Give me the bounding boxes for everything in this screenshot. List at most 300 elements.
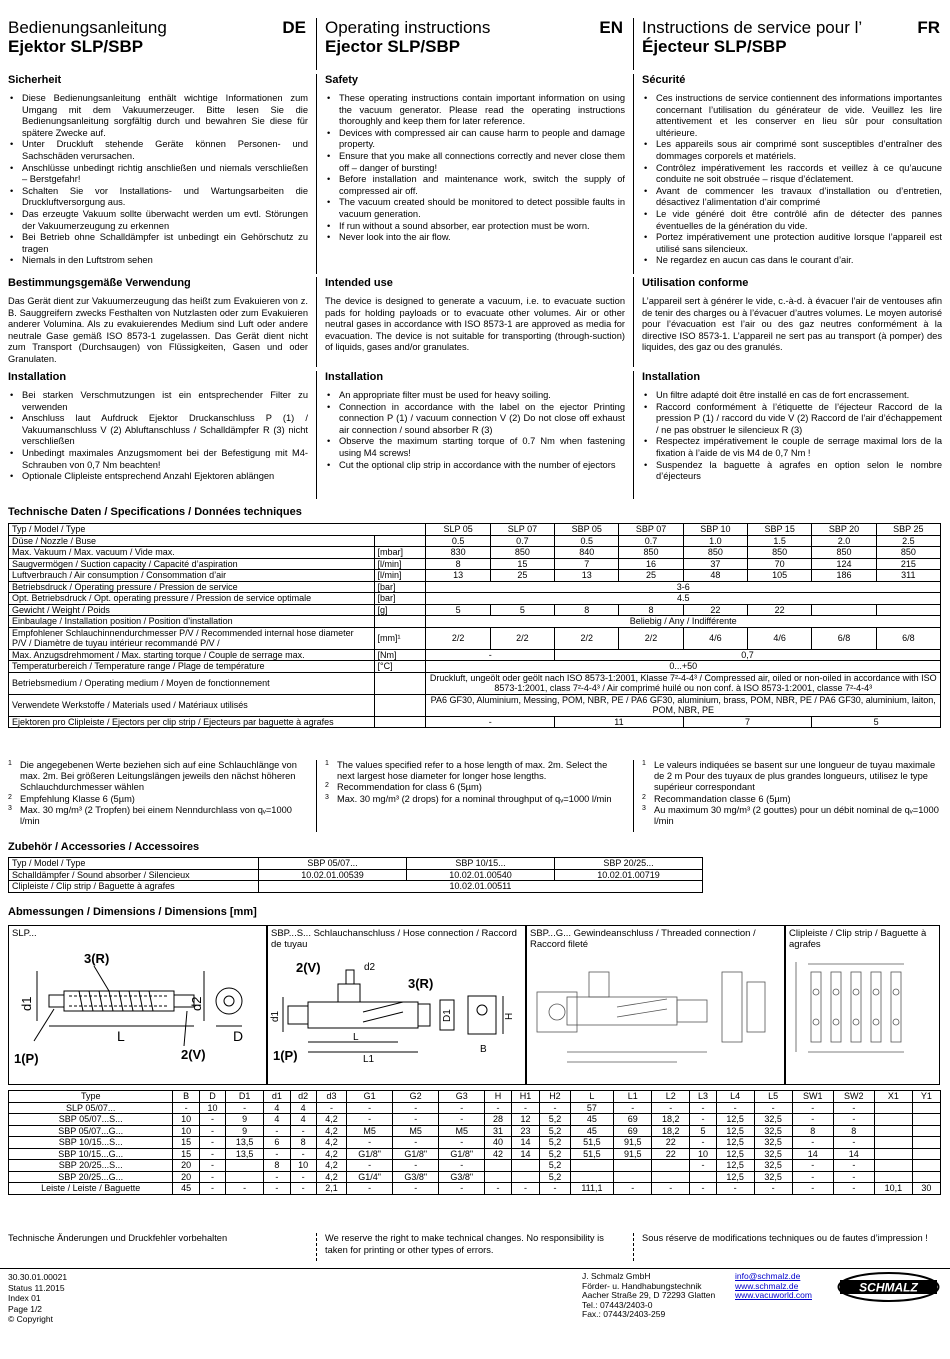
installation-heading-de: Installation: [8, 371, 67, 383]
diagram-sbp-s-label: SBP...S... Schlauchanschluss / Hose connection / Raccord de tuyau: [271, 928, 517, 950]
table-cell: [912, 1102, 940, 1114]
footnote-number: 3: [8, 804, 12, 812]
table-cell: 12,5: [716, 1171, 754, 1183]
row-label: Empfohlener Schlauchinnendurchmesser P/V / Recommended internal hose diameter P/V / Diamètre de tuyau intérieur recommandé P/V /: [9, 627, 375, 649]
list-item: • Never look into the air flow.: [325, 232, 625, 244]
footnotes-section: [0, 760, 950, 832]
table-cell: 4,2: [316, 1114, 346, 1126]
table-cell: [912, 1160, 940, 1172]
header-cell: SLP 07: [490, 524, 554, 536]
table-cell: -: [199, 1160, 225, 1172]
table-cell: 18,2: [652, 1114, 690, 1126]
list-item: • Optionale Clipleiste entsprechend Anzahl Ejektoren ablängen: [8, 471, 308, 483]
table-cell: -: [199, 1171, 225, 1183]
footnote-text: Max. 30 mg/m³ (2 drops) for a nominal throughput of qᵥ=1000 l/min: [337, 793, 612, 804]
list-item: • If run without a sound absorber, ear protection must be worn.: [325, 221, 625, 233]
list-item: • Suspendez la baguette à agrafes en option selon le nombre d’éjecteurs: [642, 460, 942, 483]
installation-heading-fr: Installation: [642, 371, 701, 383]
table-row: [9, 694, 941, 716]
list-item: • Observe the maximum starting torque of 0.7 Nm when fastening using M4 screws!: [325, 436, 625, 459]
table-cell: 2,1: [316, 1183, 346, 1195]
table-cell: -: [226, 1102, 264, 1114]
table-cell: M5: [347, 1125, 393, 1137]
table-cell: 5,2: [540, 1125, 570, 1137]
table-cell: [874, 1160, 912, 1172]
table-cell: 850: [876, 547, 940, 559]
table-cell: 22: [652, 1137, 690, 1149]
intended-text-de: Das Gerät dient zur Vakuumerzeugung das heißt zum Evakuieren von z. B. Sauggreifern zwecks Festhalten von Nutzlasten oder zum Evakuieren anderer Volumina. Als zu evakuierendes Medium sind Luft oder andere neutrale Gase gemäß ISO 8573-1 zugelassen. Das Gerät dient nicht zum Transport (Durchsaugen) von Flüssigkeiten, Gasen und oder Granulaten.: [8, 296, 308, 364]
doc-copyright: © Copyright: [8, 1314, 54, 1324]
table-cell: 13: [555, 570, 619, 582]
table-row: [9, 570, 941, 582]
table-cell: 4,2: [316, 1171, 346, 1183]
footnote-text: Recommandation classe 6 (5µm): [654, 793, 791, 804]
table-cell: 51,5: [570, 1137, 614, 1149]
footnote-number: 2: [8, 793, 12, 801]
row-unit: [l/min]: [374, 570, 426, 582]
table-cell: 830: [426, 547, 490, 559]
table-cell: [652, 1160, 690, 1172]
header-de: [0, 18, 316, 70]
label-l: L: [117, 1028, 125, 1044]
list-item: • These operating instructions contain important information on using the vacuum generator. Please read the operating instructions thoroughly and keep them for later reference.: [325, 93, 625, 128]
table-cell: [690, 1171, 716, 1183]
header-cell: SBP 15: [748, 524, 812, 536]
footnote: [642, 760, 942, 794]
header-cell: SW2: [833, 1091, 874, 1103]
diagram-slp: [8, 925, 267, 1085]
table-cell: 2/2: [426, 627, 490, 649]
table-cell: -: [716, 1102, 754, 1114]
row-label: Gewicht / Weight / Poids: [9, 604, 375, 616]
footnote: [8, 794, 308, 805]
safety-fr: [633, 74, 950, 274]
installation-fr: [633, 371, 950, 499]
table-row: [9, 716, 941, 728]
row-unit: [l/min]: [374, 558, 426, 570]
table-cell: 1.0: [683, 535, 747, 547]
table-cell: -: [347, 1183, 393, 1195]
table-row: [9, 1148, 941, 1160]
label-H-s: H: [504, 1012, 515, 1020]
specs-heading: Technische Daten / Specifications / Données techniques: [8, 506, 302, 518]
table-cell: -: [393, 1114, 439, 1126]
list-item: • Diese Bedienungsanleitung enthält wichtige Informationen zum Umgang mit dem Vakuumerzeuger. Bitte lesen Sie die Bedienungsanleitung sorgfältig durch und bewahren Sie diese für spätere Zwecke auf.: [8, 93, 308, 139]
table-cell: 12,5: [716, 1160, 754, 1172]
table-cell: -: [199, 1148, 225, 1160]
table-cell: [614, 1171, 652, 1183]
table-cell: [912, 1125, 940, 1137]
header-cell: SLP 05: [426, 524, 490, 536]
list-item: • Connection in accordance with the label on the ejector Printing connection P (1) / vacuum connection V (2) Do not close off exhaust air connection / sound absorber R (3): [325, 402, 625, 437]
table-cell: -: [393, 1102, 439, 1114]
company-name: J. Schmalz GmbH: [582, 1271, 651, 1281]
header-cell: H1: [511, 1091, 540, 1103]
header-cell: SBP 20: [812, 524, 876, 536]
footnote: [325, 794, 625, 805]
lang-en: EN: [599, 18, 623, 37]
table-row: [9, 1102, 941, 1114]
footnote: [325, 760, 625, 782]
table-cell: 70: [748, 558, 812, 570]
table-cell: 32,5: [754, 1114, 792, 1126]
list-item: • Contrôlez impérativement les raccords et veillez à ce qu’aucune conduite ne soit obstruée – risque d’éclatement.: [642, 163, 942, 186]
table-cell: -: [833, 1137, 874, 1149]
logo-text: SCHMALZ: [859, 1280, 918, 1295]
table-cell: 8: [792, 1125, 833, 1137]
table-cell: 45: [570, 1114, 614, 1126]
table-cell: 15: [173, 1148, 199, 1160]
row-unit: [374, 535, 426, 547]
table-cell: 7: [555, 558, 619, 570]
table-cell: 37: [683, 558, 747, 570]
table-cell: 2.5: [876, 535, 940, 547]
slp-drawing: [9, 941, 266, 1076]
footnote-text: Empfehlung Klasse 6 (5µm): [20, 793, 135, 804]
table-cell: -: [652, 1183, 690, 1195]
list-item: • An appropriate filter must be used for heavy soiling.: [325, 390, 625, 402]
table-cell: SBP 05/07...S...: [9, 1114, 173, 1126]
table-cell: -: [439, 1137, 485, 1149]
table-cell: 23: [511, 1125, 540, 1137]
table-header-row: [9, 1091, 941, 1103]
header-cell: SBP 07: [619, 524, 683, 536]
disclaimer-fr: Sous réserve de modifications techniques ou de fautes d’impression !: [642, 1233, 928, 1243]
table-cell: PA6 GF30, Aluminium, Messing, POM, NBR, PE / PA6 GF30, aluminium, brass, POM, NBR, PE / PA6 GF30, aluminium, laiton, POM, NBR, PE: [426, 694, 941, 716]
list-item: • The vacuum created should be monitored to detect possible faults in vacuum generation.: [325, 197, 625, 220]
table-row: [9, 616, 941, 628]
table-row: [9, 535, 941, 547]
list-item: • Respectez impérativement le couple de serrage maximal lors de la fixation à l’aide de vis M4 de 0,7 Nm !: [642, 436, 942, 459]
safety-list-de: [8, 93, 308, 267]
row-unit: [374, 672, 426, 694]
table-cell: -: [290, 1183, 316, 1195]
table-cell: 840: [555, 547, 619, 559]
table-cell: 14: [833, 1148, 874, 1160]
table-cell: [614, 1160, 652, 1172]
table-cell: -: [511, 1102, 540, 1114]
table-cell: [511, 1160, 540, 1172]
disclaimer-en: We reserve the right to make technical changes. No responsibility is taken for printing or other types of errors.: [325, 1233, 604, 1255]
table-cell: 32,5: [754, 1160, 792, 1172]
table-cell: G1/8": [439, 1148, 485, 1160]
table-cell: 4,2: [316, 1137, 346, 1149]
row-unit: [bar]: [374, 581, 426, 593]
intended-use-section: [0, 277, 950, 367]
label-L1-s: L1: [363, 1054, 375, 1065]
list-item: • Anschluss laut Aufdruck Ejektor Druckanschluss P (1) / Vakuumanschluss V (2) Abluftanschluss / Schalldämpfer R (3) nicht verschließen: [8, 413, 308, 448]
table-cell: 7: [683, 716, 812, 728]
schmalz-logo: [837, 1272, 940, 1302]
table-cell: 32,5: [754, 1148, 792, 1160]
table-row: [9, 881, 703, 893]
table-cell: -: [199, 1137, 225, 1149]
table-cell: 6/8: [876, 627, 940, 649]
table-cell: 4.5: [426, 593, 941, 605]
row-unit: [374, 616, 426, 628]
table-cell: 22: [748, 604, 812, 616]
table-cell: Beliebig / Any / Indifférente: [426, 616, 941, 628]
table-cell: [876, 604, 940, 616]
title-de: Bedienungsanleitung: [8, 18, 167, 37]
accessories-section: [0, 841, 950, 893]
table-cell: [511, 1171, 540, 1183]
table-cell: G3/8": [393, 1171, 439, 1183]
table-cell: SBP 20/25...G...: [9, 1171, 173, 1183]
footnote: [325, 782, 625, 793]
table-cell: -: [614, 1102, 652, 1114]
table-cell: 4: [290, 1114, 316, 1126]
list-item: • Cut the optional clip strip in accordance with the number of ejectors: [325, 460, 625, 472]
company-division: Förder- u. Handhabungstechnik: [582, 1280, 702, 1291]
row-label: Saugvermögen / Suction capacity / Capacité d’aspiration: [9, 558, 375, 570]
table-cell: 111,1: [570, 1183, 614, 1195]
header-cell: SBP 25: [876, 524, 940, 536]
row-label: Betriebsdruck / Operating pressure / Pression de service: [9, 581, 375, 593]
page-footer: [0, 1268, 950, 1328]
table-cell: [226, 1160, 264, 1172]
list-item: • Le vide généré doit être contrôlé afin de détecter des pannes éventuelles de la génération du vide.: [642, 209, 942, 232]
sbp-g-drawing: [527, 952, 784, 1076]
label-L-s: L: [353, 1032, 359, 1043]
table-cell: 850: [812, 547, 876, 559]
lang-fr: FR: [917, 18, 940, 37]
table-cell: -: [439, 1114, 485, 1126]
table-cell: 215: [876, 558, 940, 570]
table-cell: 22: [652, 1148, 690, 1160]
table-cell: -: [792, 1183, 833, 1195]
intended-heading-de: Bestimmungsgemäße Verwendung: [8, 277, 191, 289]
table-cell: -: [511, 1183, 540, 1195]
header-cell: Y1: [912, 1091, 940, 1103]
table-cell: 12: [511, 1114, 540, 1126]
table-cell: Druckluft, ungeölt oder geölt nach ISO 8573-1:2001, Klasse 7²-4-4³ / Compressed air, oiled or non-oiled in accordance with ISO 8573-1:2001, class 7²-4-4³ / Air comprimé huilé ou non conf. à ISO 8573-1:2001, classe 7²-4-4³: [426, 672, 941, 694]
table-cell: 11: [555, 716, 684, 728]
table-cell: -: [792, 1102, 833, 1114]
table-cell: 16: [619, 558, 683, 570]
table-cell: 10.02.01.00511: [259, 881, 703, 893]
row-label: Verwendete Werkstoffe / Materials used / Matériaux utilisés: [9, 694, 375, 716]
table-cell: 32,5: [754, 1137, 792, 1149]
email-link[interactable]: info@schmalz.de: [735, 1271, 801, 1281]
footnote-text: Le valeurs indiquées se basent sur une longueur de tuyau maximale de 2 m Pour des tuyaux de plus grandes longueurs, utilisez le type supérieur correspondant: [654, 760, 936, 793]
accessories-heading: Zubehör / Accessories / Accessoires: [8, 841, 200, 853]
table-cell: 10: [690, 1148, 716, 1160]
header-cell: G2: [393, 1091, 439, 1103]
subtitle-de: Ejektor SLP/SBP: [8, 37, 144, 56]
table-cell: 13,5: [226, 1148, 264, 1160]
row-unit: [374, 694, 426, 716]
table-cell: -: [199, 1125, 225, 1137]
table-cell: [874, 1148, 912, 1160]
table-cell: 20: [173, 1171, 199, 1183]
label-1p-s: 1(P): [273, 1048, 298, 1063]
footnotes-fr: [633, 760, 950, 832]
table-cell: -: [173, 1102, 199, 1114]
subtitle-en: Ejector SLP/SBP: [325, 37, 461, 56]
table-row: [9, 869, 703, 881]
installation-list-de: [8, 390, 308, 483]
table-cell: 850: [683, 547, 747, 559]
row-unit: [mbar]: [374, 547, 426, 559]
header-cell: B: [173, 1091, 199, 1103]
subtitle-fr: Éjecteur SLP/SBP: [642, 37, 787, 56]
header-cell: H: [485, 1091, 511, 1103]
safety-en: [316, 74, 633, 274]
table-row: [9, 581, 941, 593]
table-cell: 12,5: [716, 1137, 754, 1149]
safety-de: [0, 74, 316, 274]
header-cell: d2: [290, 1091, 316, 1103]
table-cell: -: [199, 1114, 225, 1126]
table-cell: -: [439, 1102, 485, 1114]
safety-list-en: [325, 93, 625, 244]
table-cell: -: [264, 1148, 290, 1160]
table-cell: [485, 1171, 511, 1183]
list-item: • Niemals in den Luftstrom sehen: [8, 255, 308, 267]
intended-fr: [633, 277, 950, 367]
table-cell: -: [540, 1102, 570, 1114]
table-cell: [812, 604, 876, 616]
footnote: [8, 760, 308, 794]
table-cell: -: [690, 1114, 716, 1126]
header-cell: L3: [690, 1091, 716, 1103]
label-3r: 3(R): [84, 951, 110, 966]
table-row: [9, 547, 941, 559]
label-d: D: [233, 1028, 244, 1044]
table-cell: -: [833, 1160, 874, 1172]
dimensions-table: [8, 1090, 941, 1195]
label-d2-s: d2: [364, 962, 376, 973]
footnote: [642, 805, 942, 827]
sbp-s-drawing: [268, 952, 525, 1076]
list-item: • Avant de commencer les travaux d’installation ou d’entretien, désactivez l’alimentation d’air comprimé: [642, 186, 942, 209]
table-cell: 5,2: [540, 1114, 570, 1126]
table-cell: -: [833, 1102, 874, 1114]
table-cell: 0...+50: [426, 661, 941, 673]
header-cell: L1: [614, 1091, 652, 1103]
safety-heading-de: Sicherheit: [8, 74, 62, 86]
table-cell: 31: [485, 1125, 511, 1137]
safety-section: [0, 74, 950, 274]
table-row: [9, 558, 941, 570]
header-cell: SBP 20/25...: [555, 858, 703, 870]
table-cell: 10: [199, 1102, 225, 1114]
table-cell: 15: [173, 1137, 199, 1149]
table-cell: 13: [426, 570, 490, 582]
installation-de: [0, 371, 316, 499]
table-cell: -: [690, 1102, 716, 1114]
table-cell: 2/2: [619, 627, 683, 649]
row-label: Ejektoren pro Clipleiste / Ejectors per clip strip / Ejecteurs par baguette à agrafes: [9, 716, 375, 728]
table-row: [9, 1137, 941, 1149]
table-cell: -: [347, 1114, 393, 1126]
label-B-s: B: [480, 1044, 487, 1055]
header-en: [316, 18, 633, 70]
diagram-sbp-g: [526, 925, 785, 1085]
installation-list-en: [325, 390, 625, 471]
intended-de: [0, 277, 316, 367]
table-cell: -: [316, 1102, 346, 1114]
header-cell: X1: [874, 1091, 912, 1103]
table-cell: -: [426, 716, 555, 728]
diagram-slp-label: SLP...: [12, 928, 37, 939]
table-row: [9, 1183, 941, 1195]
table-cell: G3/8": [439, 1171, 485, 1183]
table-header-row: [9, 858, 703, 870]
table-cell: [912, 1137, 940, 1149]
dimensions-section: [0, 906, 950, 922]
header-cell: H2: [540, 1091, 570, 1103]
table-cell: 105: [748, 570, 812, 582]
table-cell: [652, 1171, 690, 1183]
website-link[interactable]: www.schmalz.de: [735, 1280, 799, 1291]
footnote-text: Recommendation for class 6 (5µm): [337, 782, 482, 793]
list-item: • Portez impérativement une protection auditive lorsque l’appareil est utilisé sans silencieux.: [642, 232, 942, 255]
table-row: [9, 627, 941, 649]
table-cell: 8: [264, 1160, 290, 1172]
table-cell: 2/2: [555, 627, 619, 649]
footer-doc-info: [8, 1272, 67, 1325]
table-cell: 850: [490, 547, 554, 559]
table-cell: 8: [290, 1137, 316, 1149]
label-1p: 1(P): [14, 1051, 39, 1066]
table-cell: 10,1: [874, 1183, 912, 1195]
table-cell: 4,2: [316, 1148, 346, 1160]
table-cell: 22: [683, 604, 747, 616]
row-label: Betriebsmedium / Operating medium / Moyen de fonctionnement: [9, 672, 375, 694]
diagram-sbp-s: [267, 925, 526, 1085]
header-fr: [633, 18, 950, 70]
table-cell: 20: [173, 1160, 199, 1172]
table-cell: 69: [614, 1114, 652, 1126]
table-cell: 186: [812, 570, 876, 582]
footnote-text: Au maximum 30 mg/m³ (2 gouttes) pour un débit nominal de qᵥ=1000 l/min: [654, 804, 939, 827]
vacuworld-link[interactable]: www.vacuworld.com: [735, 1290, 812, 1301]
table-cell: 850: [619, 547, 683, 559]
installation-section: [0, 371, 950, 499]
table-cell: -: [792, 1160, 833, 1172]
clip-strip-drawing: [786, 952, 939, 1076]
table-cell: 0.5: [555, 535, 619, 547]
table-cell: 5,2: [540, 1137, 570, 1149]
table-cell: -: [690, 1160, 716, 1172]
table-cell: 45: [173, 1183, 199, 1195]
table-cell: 2.0: [812, 535, 876, 547]
doc-number: 30.30.01.00021: [8, 1272, 68, 1282]
table-cell: Leiste / Leiste / Baguette: [9, 1183, 173, 1195]
table-cell: -: [226, 1183, 264, 1195]
table-cell: M5: [393, 1125, 439, 1137]
footnote-number: 3: [642, 804, 646, 812]
header-cell: D1: [226, 1091, 264, 1103]
table-cell: 0.7: [619, 535, 683, 547]
header-cell: L5: [754, 1091, 792, 1103]
installation-en: [316, 371, 633, 499]
list-item: • Before installation and maintenance work, switch the supply of compressed air off.: [325, 174, 625, 197]
list-item: • Les appareils sous air comprimé sont susceptibles d’entraîner des dommages corporels et matériels.: [642, 139, 942, 162]
row-label: Max. Anzugsdrehmoment / Max. starting torque / Couple de serrage max.: [9, 649, 375, 661]
footnote: [8, 805, 308, 827]
table-cell: 5: [690, 1125, 716, 1137]
table-cell: -: [652, 1102, 690, 1114]
table-cell: 5,2: [540, 1160, 570, 1172]
table-cell: 12,5: [716, 1114, 754, 1126]
table-cell: 9: [226, 1114, 264, 1126]
table-cell: G1/8": [347, 1148, 393, 1160]
table-row: [9, 672, 941, 694]
header-cell: d1: [264, 1091, 290, 1103]
